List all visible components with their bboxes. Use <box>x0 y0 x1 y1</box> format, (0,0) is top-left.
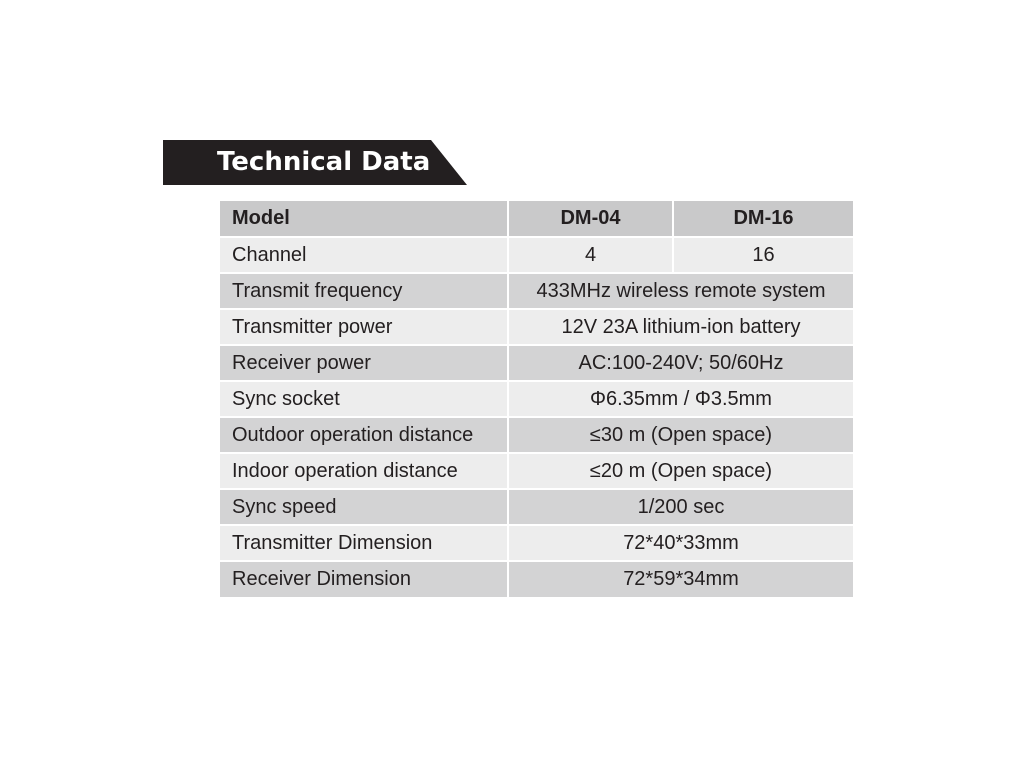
row-value: 433MHz wireless remote system <box>508 273 853 309</box>
table-header-row <box>220 201 853 237</box>
page-title: Technical Data <box>217 147 431 177</box>
table-row <box>220 561 853 597</box>
table-row <box>220 273 853 309</box>
row-value: ≤30 m (Open space) <box>508 417 853 453</box>
header-model-label: Model <box>220 201 508 237</box>
header-dm16: DM-16 <box>673 201 853 237</box>
row-label: Receiver Dimension <box>220 561 508 597</box>
row-value: 1/200 sec <box>508 489 853 525</box>
table-row <box>220 309 853 345</box>
table-row-channel <box>220 237 853 273</box>
row-label: Channel <box>220 237 508 273</box>
technical-data-table <box>220 201 853 597</box>
row-value: 12V 23A lithium-ion battery <box>508 309 853 345</box>
table-row <box>220 525 853 561</box>
row-value: Φ6.35mm / Φ3.5mm <box>508 381 853 417</box>
row-value-dm04: 4 <box>508 237 673 273</box>
table-row <box>220 381 853 417</box>
row-label: Transmitter Dimension <box>220 525 508 561</box>
row-value: 72*40*33mm <box>508 525 853 561</box>
table-row <box>220 453 853 489</box>
header-dm04: DM-04 <box>508 201 673 237</box>
row-label: Receiver power <box>220 345 508 381</box>
table-row <box>220 489 853 525</box>
row-value: AC:100-240V; 50/60Hz <box>508 345 853 381</box>
row-value-dm16: 16 <box>673 237 853 273</box>
row-label: Sync speed <box>220 489 508 525</box>
row-label: Transmit frequency <box>220 273 508 309</box>
row-label: Indoor operation distance <box>220 453 508 489</box>
row-label: Sync socket <box>220 381 508 417</box>
row-value: ≤20 m (Open space) <box>508 453 853 489</box>
table-row <box>220 345 853 381</box>
row-label: Transmitter power <box>220 309 508 345</box>
title-banner <box>163 140 469 185</box>
table-row <box>220 417 853 453</box>
row-value: 72*59*34mm <box>508 561 853 597</box>
row-label: Outdoor operation distance <box>220 417 508 453</box>
